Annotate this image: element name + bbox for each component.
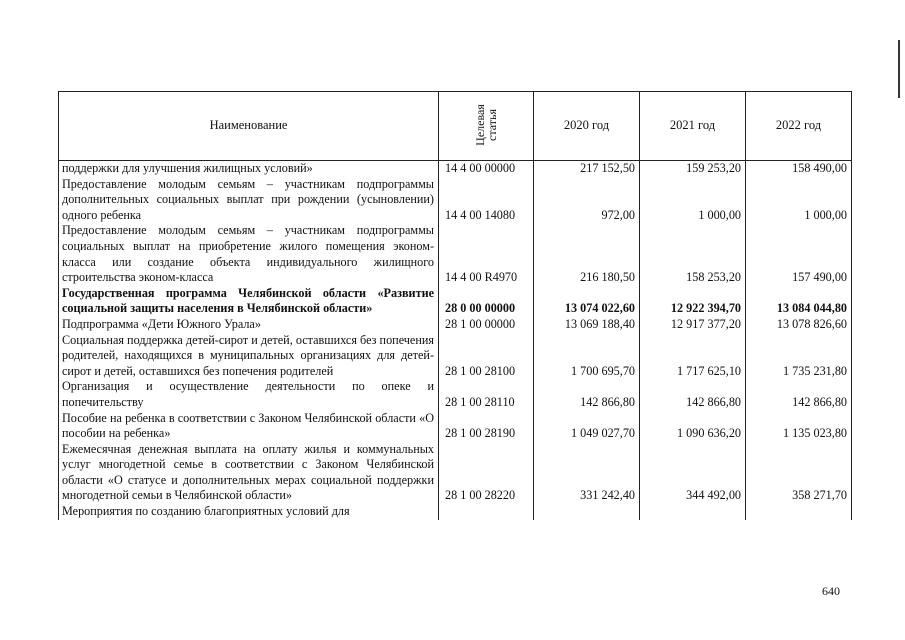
row-2020: 331 242,40 [534,442,640,504]
row-2022: 1 000,00 [746,177,852,224]
table-body [59,161,852,520]
row-code: 14 4 00 14080 [439,177,534,224]
row-name: Ежемесячная денежная выплата на оплату жилья и коммунальных услуг многодетной семье в соответствии с Законом Челябинской области «О статусе и дополнительных мерах социальной поддержки многодетной семьи в Челябинской области» [59,442,439,504]
row-2022: 157 490,00 [746,223,852,285]
row-2020: 972,00 [534,177,640,224]
table-row [59,333,852,380]
table-row [59,177,852,224]
row-2021: 159 253,20 [640,161,746,177]
header-code-label: Целевая статья [473,103,499,146]
row-code: 14 4 00 00000 [439,161,534,177]
row-2021: 12 917 377,20 [640,317,746,333]
row-2022: 142 866,80 [746,379,852,410]
row-2021: 1 090 636,20 [640,411,746,442]
row-code: 28 1 00 00000 [439,317,534,333]
table-row [59,504,852,520]
header-2021: 2021 год [640,92,746,161]
page-number: 640 [822,584,840,598]
row-2021: 1 717 625,10 [640,333,746,380]
header-2020: 2020 год [534,92,640,161]
table-row [59,223,852,285]
row-2021: 142 866,80 [640,379,746,410]
table-row [59,411,852,442]
row-name: Государственная программа Челябинской области «Развитие социальной защиты населения в Челябинской области» [59,286,439,317]
row-name: Пособие на ребенка в соответствии с Законом Челябинской области «О пособии на ребенка» [59,411,439,442]
row-code: 28 0 00 00000 [439,286,534,317]
row-code: 14 4 00 R4970 [439,223,534,285]
row-2022: 1 735 231,80 [746,333,852,380]
row-2022: 1 135 023,80 [746,411,852,442]
row-2021: 158 253,20 [640,223,746,285]
row-2022: 13 078 826,60 [746,317,852,333]
row-2020: 1 049 027,70 [534,411,640,442]
page-edge-mark [898,40,900,98]
row-2022 [746,504,852,520]
row-name: Предоставление молодым семьям – участникам подпрограммы социальных выплат на приобретение жилого помещения эконом-класса или создание объекта индивидуального жилищного строительства эконом-класса [59,223,439,285]
row-2022: 13 084 044,80 [746,286,852,317]
table-row [59,379,852,410]
header-name: Наименование [59,92,439,161]
row-name: Предоставление молодым семьям – участникам подпрограммы дополнительных социальных выплат при рождении (усыновлении) одного ребенка [59,177,439,224]
row-2020: 217 152,50 [534,161,640,177]
row-code: 28 1 00 28220 [439,442,534,504]
row-2021: 344 492,00 [640,442,746,504]
row-name: Организация и осуществление деятельности по опеке и попечительству [59,379,439,410]
row-code: 28 1 00 28100 [439,333,534,380]
row-2020 [534,504,640,520]
row-2020: 13 074 022,60 [534,286,640,317]
row-2020: 142 866,80 [534,379,640,410]
table-header-row [59,92,852,161]
row-2020: 216 180,50 [534,223,640,285]
budget-table [58,91,852,520]
row-2020: 13 069 188,40 [534,317,640,333]
row-2020: 1 700 695,70 [534,333,640,380]
header-code [439,92,534,161]
row-2022: 358 271,70 [746,442,852,504]
row-2021: 1 000,00 [640,177,746,224]
row-code: 28 1 00 28110 [439,379,534,410]
row-code: 28 1 00 28190 [439,411,534,442]
row-2022: 158 490,00 [746,161,852,177]
table-row [59,317,852,333]
table-row [59,442,852,504]
row-name: Подпрограмма «Дети Южного Урала» [59,317,439,333]
row-name: Мероприятия по созданию благоприятных условий для [59,504,439,520]
row-name: поддержки для улучшения жилищных условий» [59,161,439,177]
row-2021 [640,504,746,520]
table-row [59,286,852,317]
header-2022: 2022 год [746,92,852,161]
row-name: Социальная поддержка детей-сирот и детей, оставшихся без попечения родителей, находящихся в муниципальных организациях для детей-сирот и детей, оставшихся без попечения родителей [59,333,439,380]
row-2021: 12 922 394,70 [640,286,746,317]
row-code [439,504,534,520]
table-row [59,161,852,177]
